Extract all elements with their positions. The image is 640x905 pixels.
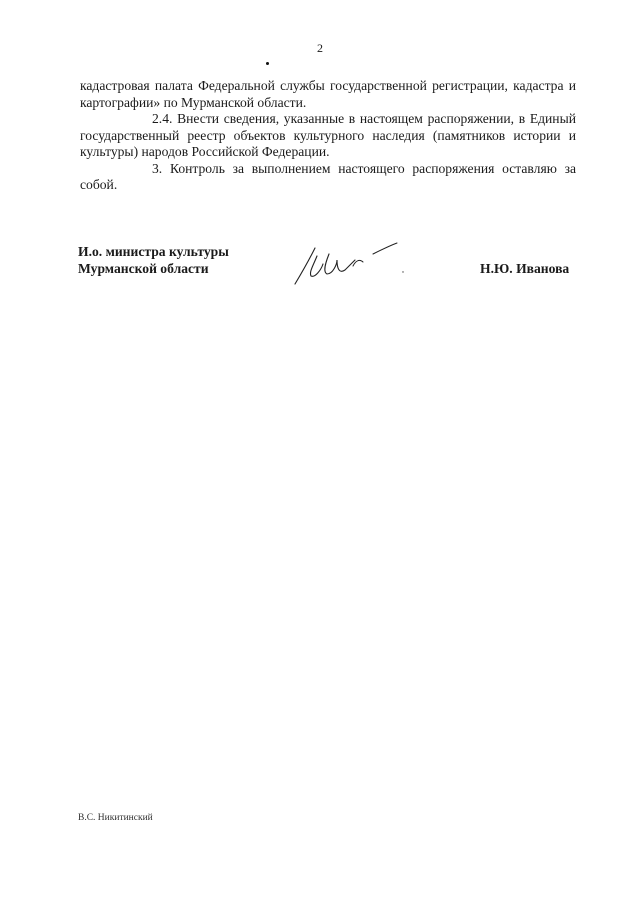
document-body	[80, 78, 576, 194]
paragraph-number: 2.4.	[152, 111, 173, 126]
page-number: 2	[317, 41, 323, 55]
executor-name: В.С. Никитинский	[78, 813, 153, 823]
paragraph-3	[80, 161, 576, 194]
paragraph-2-4	[80, 111, 576, 161]
paragraph-text: кадастровая палата Федеральной службы государственной регистрации, кадастра и картографии» по Мурманской области.	[80, 78, 576, 110]
paragraph-text: Внести сведения, указанные в настоящем распоряжении, в Единый государственный реестр объектов культурного наследия (памятников истории и культуры) народов Российской Федерации.	[80, 111, 576, 159]
dot-mark	[266, 62, 269, 65]
signatory-position	[78, 243, 229, 277]
paragraph-continuation	[80, 78, 576, 111]
signatory-name: Н.Ю. Иванова	[480, 261, 570, 276]
position-line-2: Мурманской области	[78, 261, 209, 276]
handwritten-signature-icon	[293, 240, 405, 288]
paragraph-number: 3.	[152, 160, 163, 176]
paragraph-text: Контроль за выполнением настоящего распоряжения оставляю за собой.	[80, 160, 576, 192]
position-line-1: И.о. министра культуры	[78, 244, 229, 259]
